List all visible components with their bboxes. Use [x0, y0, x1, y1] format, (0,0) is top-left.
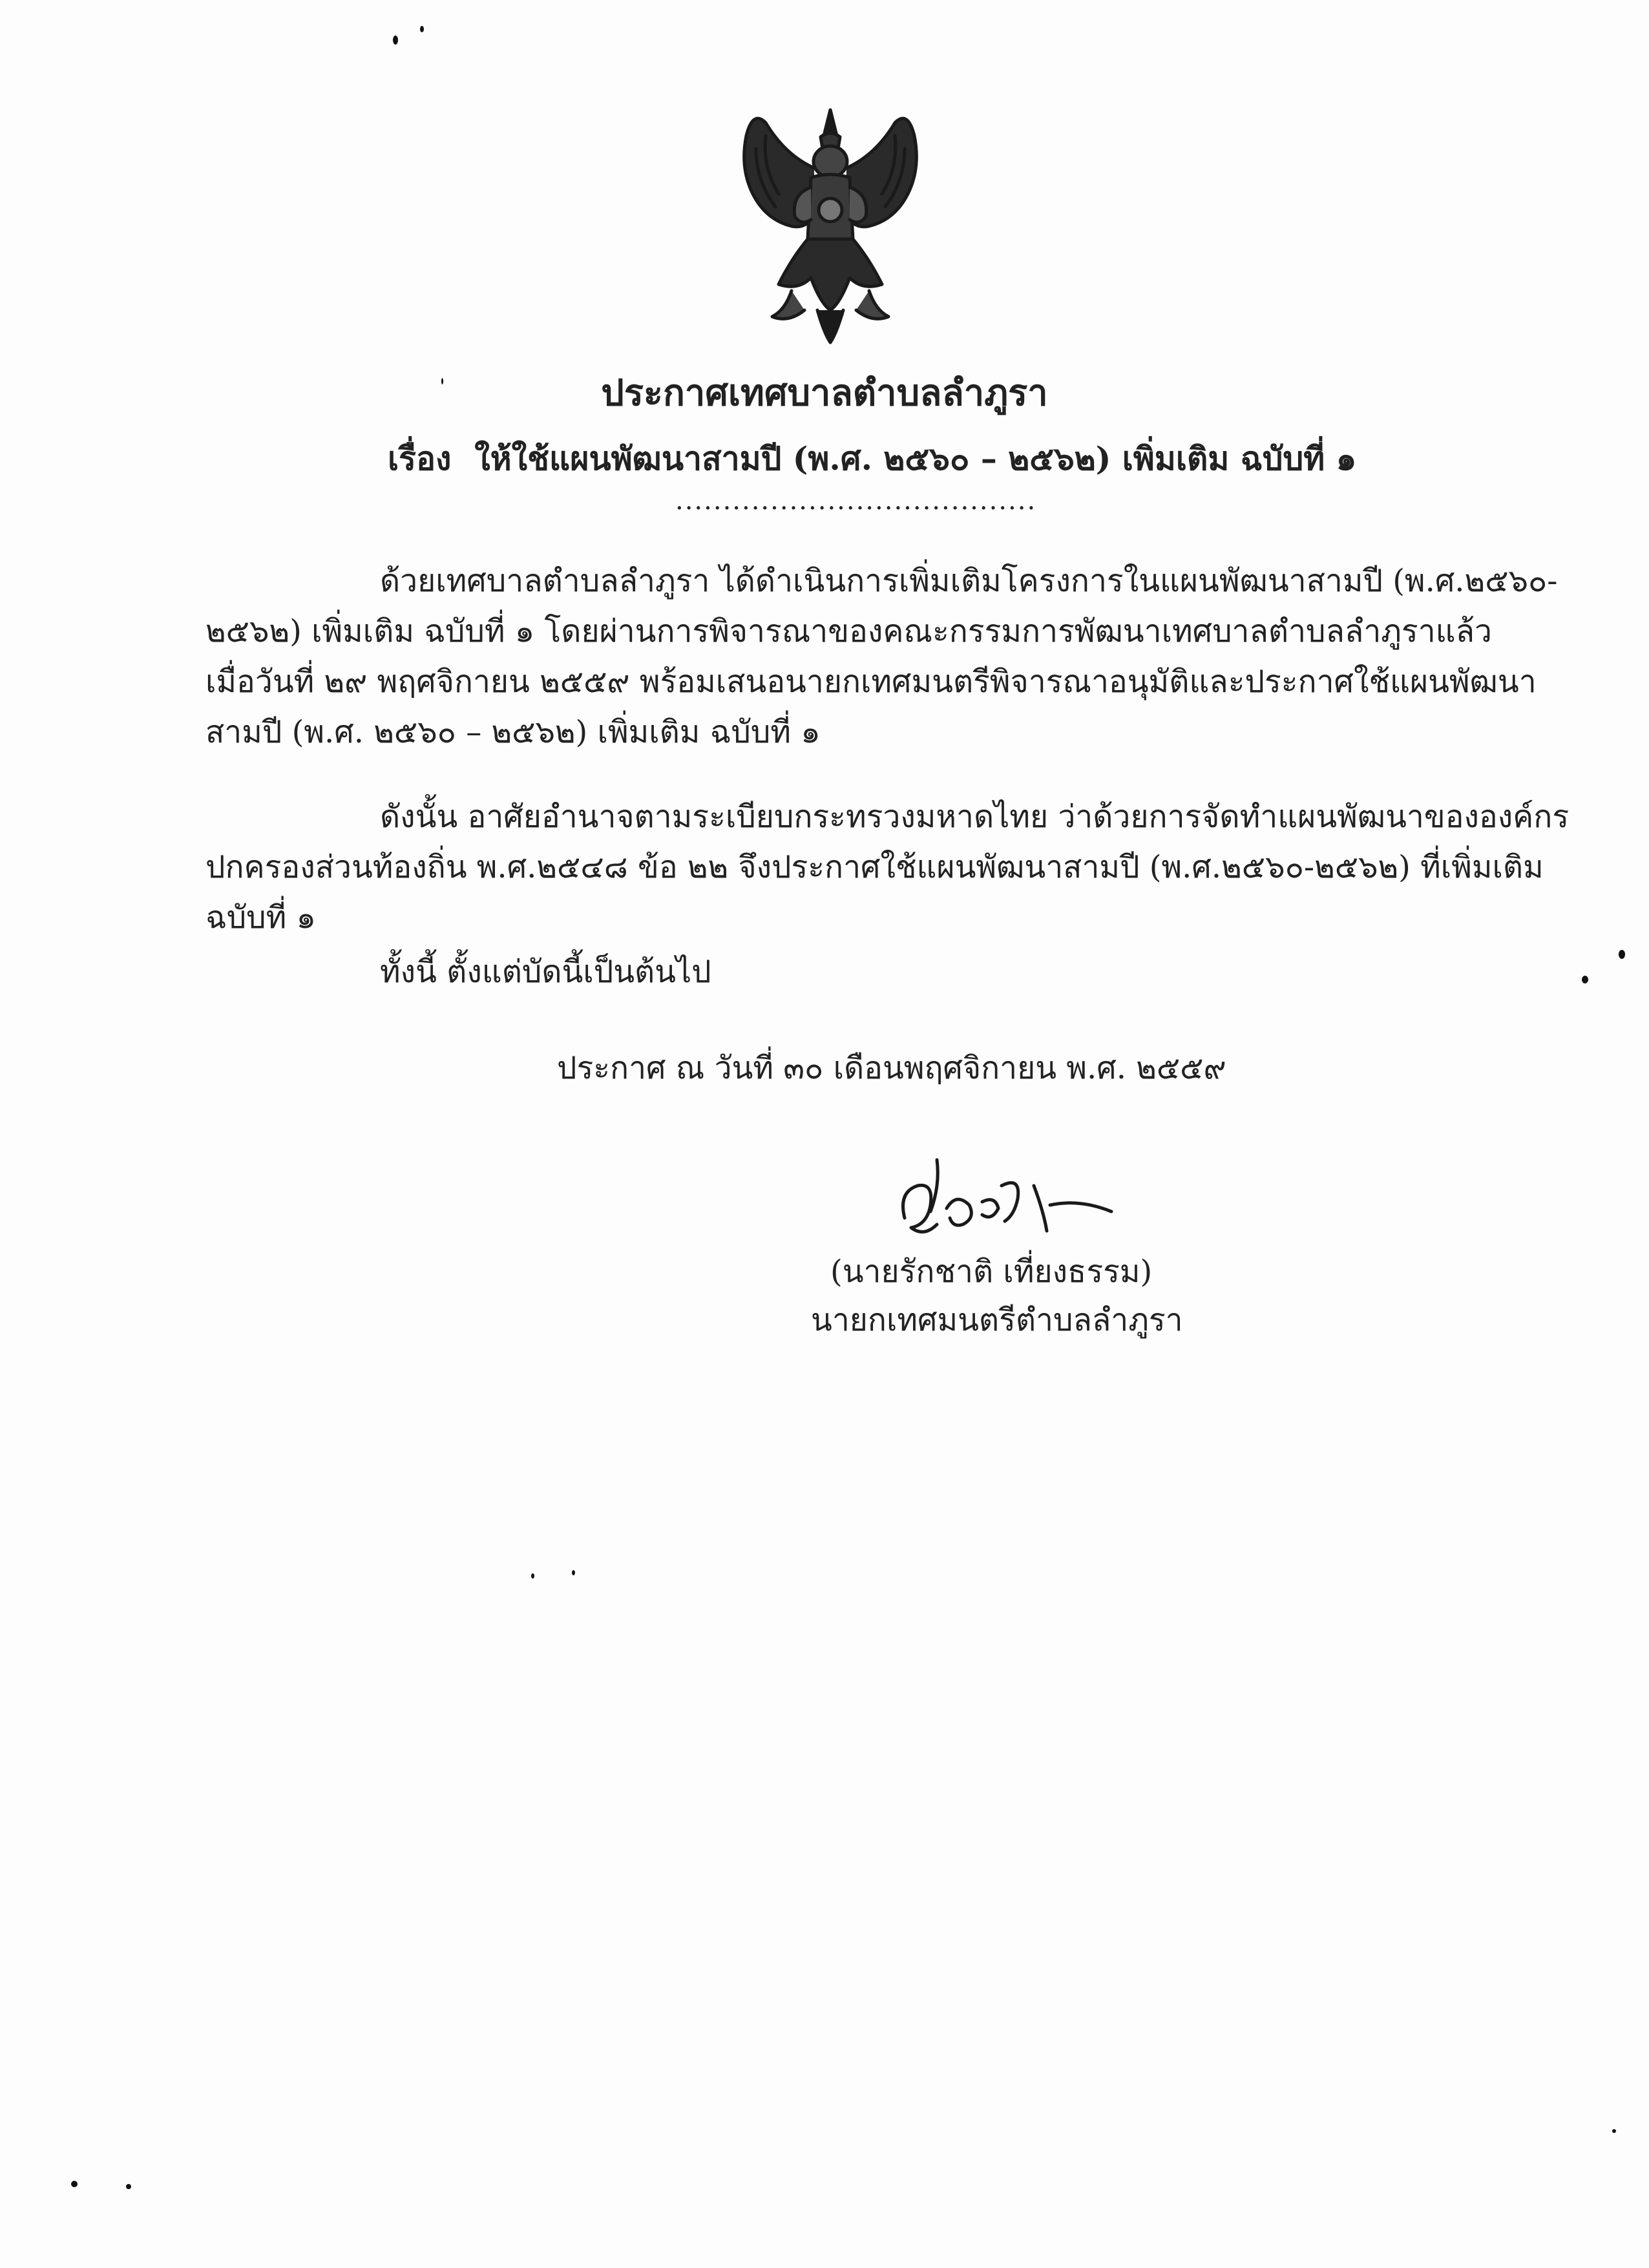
document-subject — [388, 439, 1357, 478]
paragraph-1 — [205, 556, 1558, 757]
scan-speck — [441, 378, 443, 384]
scan-speck — [572, 1570, 575, 1575]
garuda-emblem-icon — [727, 97, 934, 349]
paragraph-3-text: ทั้งนี้ ตั้งแต่บัดนี้เป็นต้นไป — [380, 954, 711, 990]
scan-speck — [393, 36, 398, 45]
document-title: ประกาศเทศบาลตำบลลำภูรา — [601, 372, 1048, 414]
announce-date: ประกาศ ณ วันที่ ๓๐ เดือนพฤศจิกายน พ.ศ. ๒๕๕๙ — [557, 1050, 1226, 1086]
paragraph-1-line: ด้วยเทศบาลตำบลลำภูรา ได้ดำเนินการเพิ่มเติมโครงการในแผนพัฒนาสามปี (พ.ศ.๒๕๖๐- — [380, 563, 1558, 599]
scan-speck — [1619, 950, 1625, 959]
paragraph-2-line: ปกครองส่วนท้องถิ่น พ.ศ.๒๕๔๘ ข้อ ๒๒ จึงประกาศใช้แผนพัฒนาสามปี (พ.ศ.๒๕๖๐-๒๕๖๒) ที่เพิ่มเติม — [205, 849, 1544, 885]
paragraph-1-line: สามปี (พ.ศ. ๒๕๖๐ – ๒๕๖๒) เพิ่มเติม ฉบับที่ ๑ — [205, 714, 821, 750]
paragraph-3 — [205, 947, 1433, 997]
scan-speck — [1582, 976, 1588, 983]
subject-label: เรื่อง — [388, 439, 452, 478]
paragraph-1-line: ๒๕๖๒) เพิ่มเติม ฉบับที่ ๑ โดยผ่านการพิจารณาของคณะกรรมการพัฒนาเทศบาลตำบลลำภูราแล้ว — [205, 613, 1492, 649]
scan-speck — [126, 2184, 131, 2189]
handwritten-signature — [885, 1147, 1131, 1257]
signer-title: นายกเทศมนตรีตำบลลำภูรา — [811, 1302, 1183, 1338]
scan-speck — [71, 2181, 78, 2187]
paragraph-2-line: ดังนั้น อาศัยอำนาจตามระเบียบกระทรวงมหาดไทย ว่าด้วยการจัดทำแผนพัฒนาขององค์กร — [380, 799, 1570, 835]
subject-text: ให้ใช้แผนพัฒนาสามปี (พ.ศ. ๒๕๖๐ – ๒๕๖๒) เพิ่มเติม ฉบับที่ ๑ — [474, 439, 1357, 478]
scan-speck — [531, 1573, 534, 1579]
signer-name: (นายรักชาติ เที่ยงธรรม) — [830, 1254, 1153, 1290]
paragraph-2 — [205, 792, 1570, 943]
paragraph-2-line: ฉบับที่ ๑ — [205, 899, 316, 936]
paragraph-1-line: เมื่อวันที่ ๒๙ พฤศจิกายน ๒๕๕๙ พร้อมเสนอนายกเทศมนตรีพิจารณาอนุมัติและประกาศใช้แผนพัฒนา — [205, 664, 1537, 700]
separator-dots: ...................................... — [675, 486, 1037, 516]
scan-speck — [420, 26, 424, 32]
scan-speck — [1612, 2129, 1616, 2133]
